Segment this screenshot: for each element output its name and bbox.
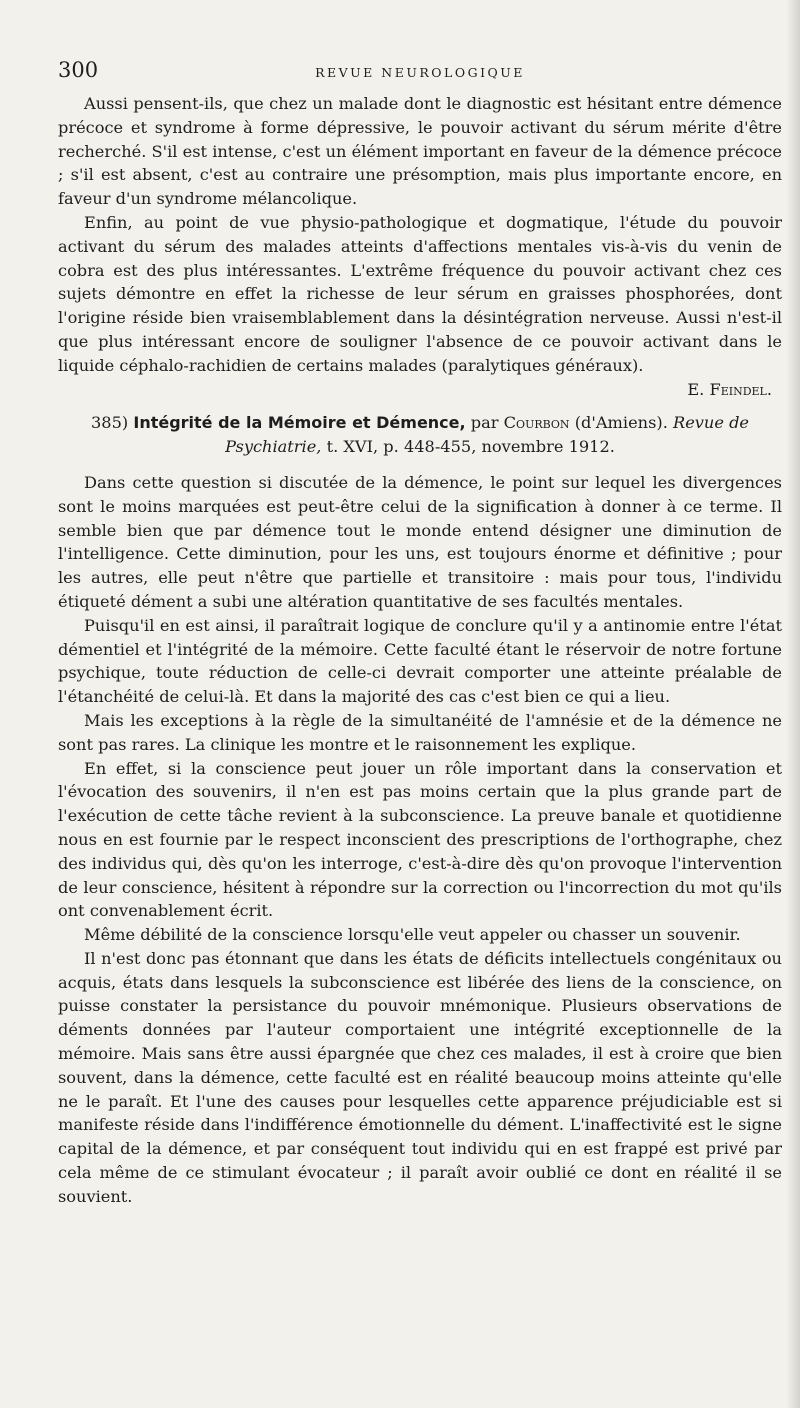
document-page — [58, 58, 782, 1209]
article-by: par — [470, 413, 499, 433]
article-affiliation: (d'Amiens). — [574, 413, 668, 433]
article-number: 385) — [90, 413, 129, 433]
article-author: Courbon — [503, 413, 570, 433]
article-journal: Revue de Psychiatrie, — [225, 413, 750, 457]
running-title: REVUE NEUROLOGIQUE — [315, 65, 525, 80]
intro-paragraph — [58, 211, 782, 378]
body-paragraph: Dans cette question si discutée de la démence, le point sur lequel les divergences sont le moins marquées est peut-être celui de la signification à donner à ce terme. Il semble bien que par démence tout le monde entend désigner une diminution de l'intelligence. Cette diminution, pour les uns, est toujours énorme et définitive ; pour les autres, elle peut n'être que partielle et transitoire : mais pour tous, l'individu étiqueté dément a subi une altération quantitative de ses facultés mentales. — [58, 472, 782, 611]
intro-paragraph-text: Enfin, au point de vue physio-pathologique et dogmatique, l'étude du pouvoir activant du sérum des malades atteints d'affections mentales vis-à-vis du venin de cobra est des plus intéressantes. L'extrême fréquence du pouvoir activant chez ces sujets démontre en effet la richesse de leur sérum en graisses phosphorées, dont l'origine réside bien vraisemblablement dans la désintégration nerveuse. Aussi n'est-il que plus intéressant encore de souligner l'absence de ce pouvoir activant dans le liquide céphalo-rachidien de certains malades (paralytiques généraux). — [58, 212, 782, 375]
page-number: 300 — [58, 58, 99, 82]
body-paragraph: Puisqu'il en est ainsi, il paraîtrait logique de conclure qu'il y a antinomie entre l'état démentiel et l'intégrité de la mémoire. Cette faculté étant le réservoir de notre fortune psychique, toute réduction de celle-ci devrait comporter une atteinte préalable de l'étanchéité de celui-là. Et dans la majorité des cas c'est bien ce qui a lieu. — [58, 615, 782, 707]
scan-edge-shadow — [786, 0, 800, 1408]
reviewer-signature: E. Feindel. — [687, 379, 772, 399]
body-paragraph: Il n'est donc pas étonnant que dans les états de déficits intellectuels congénitaux ou acquis, états dans lesquels la subconscience est libérée des liens de la conscience, on puisse constater la persistance du pouvoir mnémonique. Plusieurs observations de déments données par l'auteur comportaient une intégrité exceptionnelle de la mémoire. Mais sans être aussi épargnée que chez ces malades, il est à croire que bien souvent, dans la démence, cette faculté est en réalité beaucoup moins atteinte qu'elle ne le paraît. Et l'une des causes pour lesquelles cette apparence préjudiciable est si manifeste réside dans l'indifférence émotionnelle du dément. L'inaffectivité est le signe capital de la démence, et par conséquent tout individu qui en est frappé est privé par cela même de ce stimulant évocateur ; il paraît avoir oublié ce dont en réalité il se souvient. — [58, 948, 782, 1206]
body-paragraph: Mais les exceptions à la règle de la simultanéité de l'amnésie et de la démence ne sont pas rares. La clinique les montre et le raisonnement les explique. — [58, 710, 782, 754]
article-heading — [58, 411, 782, 459]
body-paragraph: Même débilité de la conscience lorsqu'elle veut appeler ou chasser un souvenir. — [84, 925, 741, 945]
intro-paragraph: Aussi pensent-ils, que chez un malade dont le diagnostic est hésitant entre démence précoce et syndrome à forme dépressive, le pouvoir activant du sérum mérite d'être recherché. S'il est intense, c'est un élément important en faveur de la démence précoce ; s'il est absent, c'est au contraire une présomption, mais plus importante encore, en faveur d'un syndrome mélancolique. — [58, 94, 782, 209]
article-title: Intégrité de la Mémoire et Démence, — [133, 413, 466, 433]
signature-line — [58, 378, 782, 402]
page-header — [58, 58, 782, 92]
article-citation: t. XVI, p. 448-455, novembre 1912. — [326, 437, 615, 457]
body-paragraph: En effet, si la conscience peut jouer un rôle important dans la conservation et l'évocation des souvenirs, il n'en est pas moins certain que la plus grande part de l'exécution de cette tâche revient à la subconscience. La preuve banale et quotidienne nous en est fournie par le respect inconscient des prescriptions de l'orthographe, chez des individus qui, dès qu'on les interroge, c'est-à-dire dès qu'on provoque l'intervention de leur conscience, hésitent à répondre sur la correction ou l'incorrection du mot qu'ils ont convenablement écrit. — [58, 758, 782, 921]
